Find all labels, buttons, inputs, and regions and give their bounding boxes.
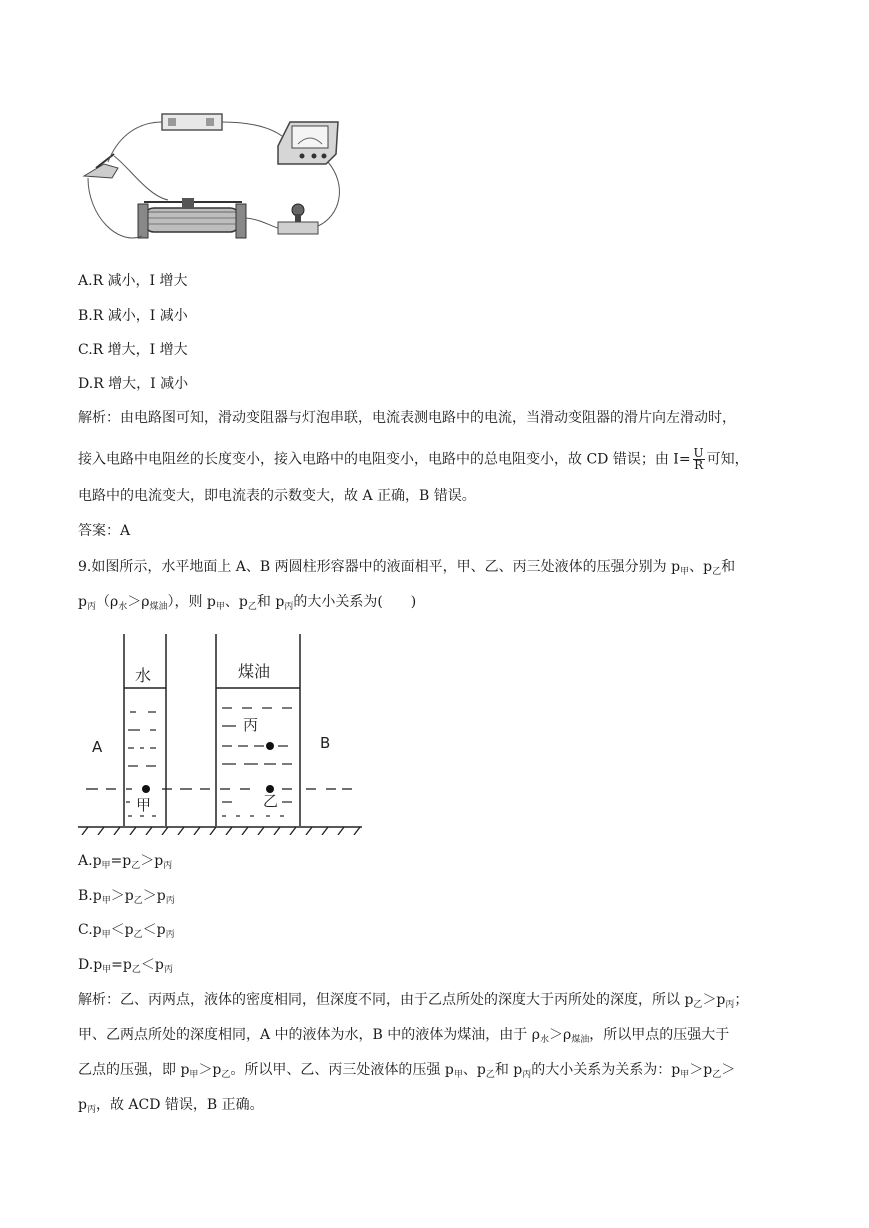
q9-option-d: $D.p_甲=p_乙<p_丙$ bbox=[78, 957, 173, 975]
q8-option-b: B.R 减小，I 减小 bbox=[78, 308, 188, 324]
formula-fraction: $\frac{U}{R}$ bbox=[693, 446, 704, 472]
q8-option-c: C.R 增大，I 增大 bbox=[78, 342, 188, 358]
q8-option-d: D.R 增大，I 减小 bbox=[78, 376, 189, 392]
label-container-b: B bbox=[320, 734, 331, 752]
q9-analysis-line-2: 甲、乙两点所处的深度相同，A 中的液体为水，B 中的液体为煤油，由于 $\rho_水>\rho_{煤油}$，所以甲点的压强大于 bbox=[78, 1027, 730, 1045]
q9-option-b: $B.p_甲>p_乙>p_丙$ bbox=[78, 888, 175, 906]
q8-analysis-line-2: 接入电路中电阻丝的长度变小，接入电路中的电阻变小，电路中的总电阻变小，故 CD 错误；由 I= $\frac{U}{R}$ 可知， bbox=[78, 446, 749, 472]
containers-figure bbox=[76, 630, 366, 835]
q9-analysis-line-4: $p_丙$，故 ACD 错误，B 正确。 bbox=[78, 1097, 264, 1115]
ammeter bbox=[278, 122, 338, 164]
q8-answer: 答案：A bbox=[78, 523, 131, 539]
q9-stem-line-1: 9.如图所示，水平地面上 A、B 两圆柱形容器中的液面相平，甲、乙、丙三处液体的压强分别为 $p_甲$、$p_乙$和 bbox=[78, 559, 736, 577]
q8-analysis-line-1: 解析：由电路图可知，滑动变阻器与灯泡串联，电流表测电路中的电流，当滑动变阻器的滑片向左滑动时， bbox=[78, 410, 736, 426]
label-yi: 乙 bbox=[263, 792, 279, 810]
q9-stem-line-2: $p_丙(\rho_水>\rho_{煤油})$，则 $p_甲$、$p_乙$和 $p_丙$的大小关系为( ) bbox=[78, 594, 417, 612]
label-bing: 丙 bbox=[243, 716, 259, 734]
label-water: 水 bbox=[135, 666, 152, 685]
q9-option-c: $C.p_甲<p_乙<p_丙$ bbox=[78, 922, 175, 940]
fixed-resistor bbox=[162, 114, 222, 130]
ground-hatching bbox=[82, 827, 360, 835]
q9-option-a: $A.p_甲=p_乙>p_丙$ bbox=[78, 853, 173, 871]
q9-analysis-line-3: 乙点的压强，即 $p_甲>p_乙$。所以甲、乙、丙三处液体的压强 $p_甲$、$p_乙$和 $p_丙$的大小关系为关系为：$p_甲>p_乙>$ bbox=[78, 1062, 736, 1080]
q8-option-a: A.R 减小，I 增大 bbox=[78, 273, 188, 289]
q9-analysis-line-1: 解析：乙、丙两点，液体的密度相同，但深度不同，由于乙点所处的深度大于丙所处的深度，所以 $p_乙>p_丙$； bbox=[78, 992, 749, 1010]
point-jia bbox=[142, 785, 150, 793]
circuit-figure bbox=[78, 106, 368, 261]
label-container-a: A bbox=[92, 738, 103, 756]
q8-analysis-line-3: 电路中的电流变大，即电流表的示数变大，故 A 正确，B 错误。 bbox=[78, 488, 476, 504]
label-kerosene: 煤油 bbox=[238, 662, 271, 681]
point-bing bbox=[266, 742, 274, 750]
label-jia: 甲 bbox=[136, 796, 152, 814]
